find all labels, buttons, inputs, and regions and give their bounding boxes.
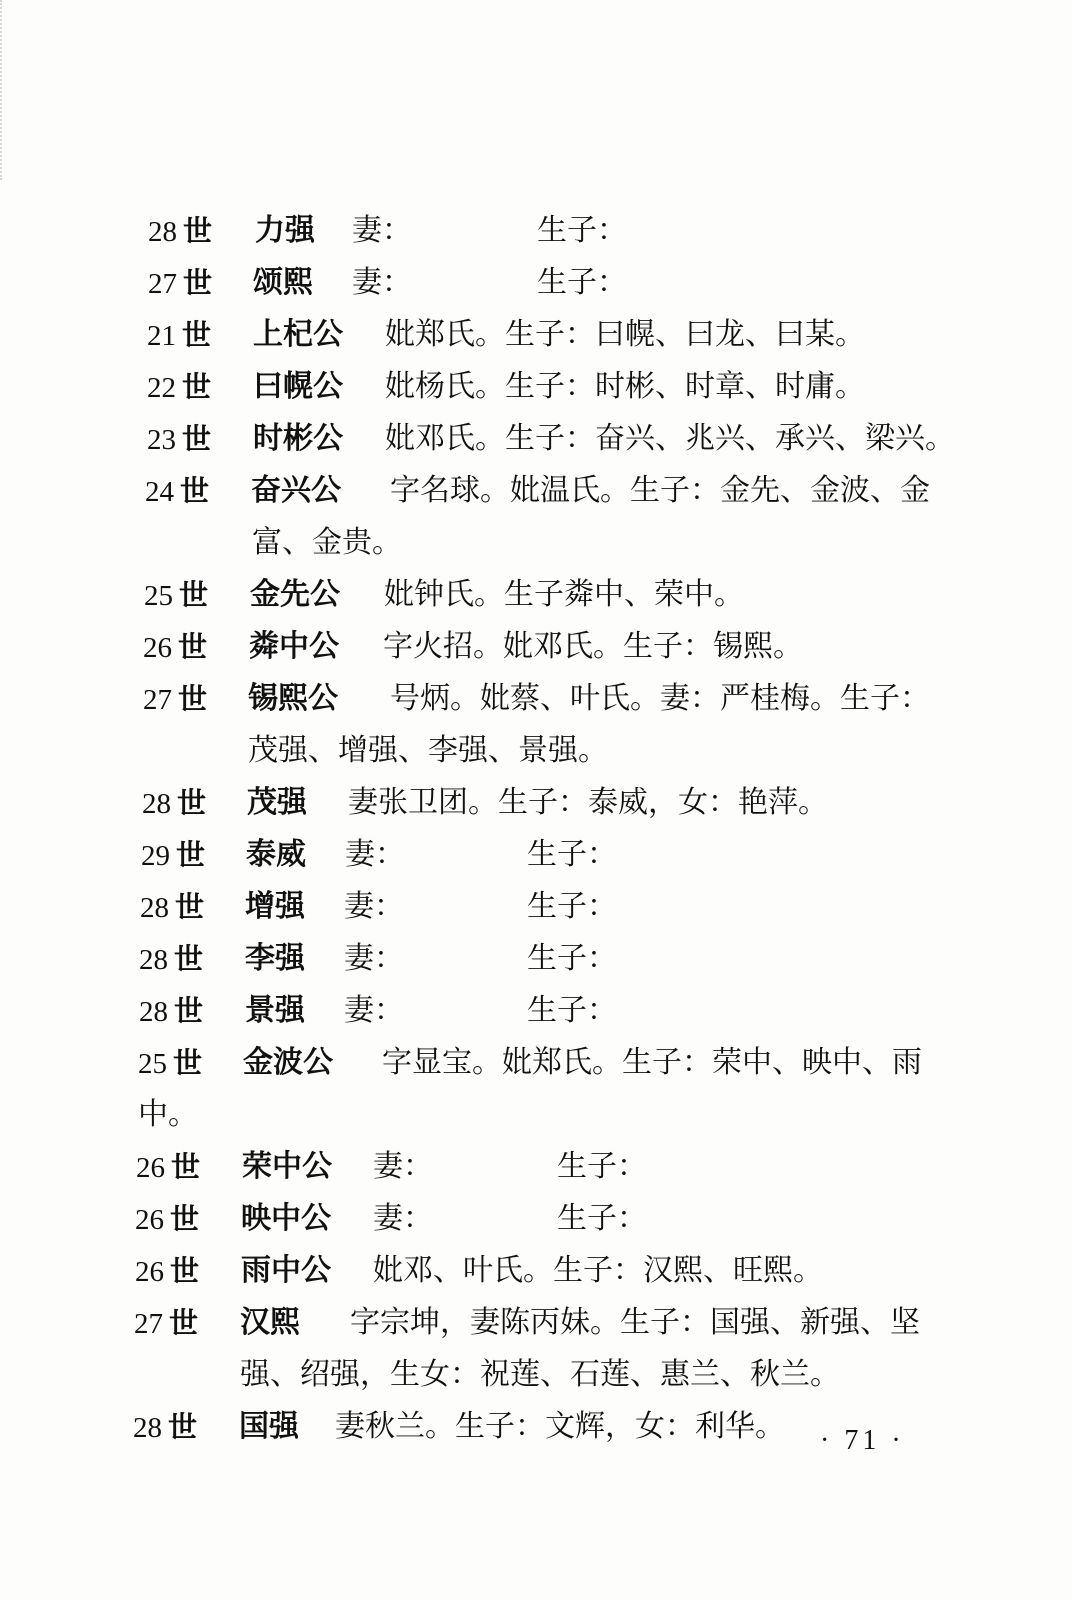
entry xyxy=(0,1401,1072,1453)
person-name: 雨中公 xyxy=(241,1253,331,1288)
person-name: 曰幌公 xyxy=(253,369,343,404)
generation-label: 27 世 xyxy=(143,682,208,716)
continuation-text: 茂强、增强、李强、景强。 xyxy=(248,733,608,768)
entry-text-sons: 生子： xyxy=(557,1149,647,1184)
entry xyxy=(0,829,1072,881)
generation-label: 25 世 xyxy=(144,578,209,612)
generation-label: 24 世 xyxy=(145,474,210,508)
entry-text-sons: 生子： xyxy=(527,889,617,924)
genealogy-entries xyxy=(0,205,1072,1453)
person-name: 汉熙 xyxy=(240,1305,300,1340)
entry xyxy=(0,1193,1072,1245)
entry-text: 妻张卫团。生子：泰威，女：艳萍。 xyxy=(348,785,828,820)
entry xyxy=(0,621,1072,673)
entry-text: 妣邓氏。生子：奋兴、兆兴、承兴、梁兴。 xyxy=(385,421,955,456)
person-name: 国强 xyxy=(239,1409,299,1444)
generation-label: 26 世 xyxy=(135,1202,200,1236)
entry-text: 妣郑氏。生子：曰幌、曰龙、曰某。 xyxy=(385,317,865,352)
entry xyxy=(0,933,1072,985)
entry-text: 妣邓、叶氏。生子：汉熙、旺熙。 xyxy=(373,1253,823,1288)
entry-text: 妻： xyxy=(373,1149,433,1184)
person-name: 景强 xyxy=(245,993,305,1028)
continuation-text: 富、金贵。 xyxy=(252,525,402,560)
generation-label: 28 世 xyxy=(139,942,204,976)
entry xyxy=(0,205,1072,257)
entry-text: 妻秋兰。生子：文辉，女：利华。 xyxy=(335,1409,785,1444)
entry-text: 妻： xyxy=(373,1201,433,1236)
entry xyxy=(0,413,1072,465)
entry xyxy=(0,465,1072,517)
entry xyxy=(0,1297,1072,1349)
generation-label: 29 世 xyxy=(141,838,206,872)
entry-text-sons: 生子： xyxy=(557,1201,647,1236)
entry-text: 字名球。妣温氏。生子：金先、金波、金 xyxy=(390,473,930,508)
person-name: 李强 xyxy=(245,941,305,976)
entry-text: 妻： xyxy=(344,889,404,924)
entry-continuation xyxy=(0,1349,1072,1401)
generation-label: 21 世 xyxy=(147,318,212,352)
entry-text-sons: 生子： xyxy=(527,993,617,1028)
person-name: 奋兴公 xyxy=(251,473,341,508)
person-name: 金先公 xyxy=(250,577,340,612)
entry-text: 字显宝。妣郑氏。生子：荣中、映中、雨 xyxy=(382,1045,922,1080)
continuation-text: 中。 xyxy=(138,1097,198,1132)
entry xyxy=(0,673,1072,725)
entry xyxy=(0,1141,1072,1193)
entry-text: 妻： xyxy=(352,265,412,300)
entry xyxy=(0,1245,1072,1297)
person-name: 力强 xyxy=(255,213,315,248)
entry-text-sons: 生子： xyxy=(527,941,617,976)
entry-text: 妣杨氏。生子：时彬、时章、时庸。 xyxy=(385,369,865,404)
person-name: 增强 xyxy=(245,889,305,924)
person-name: 映中公 xyxy=(241,1201,331,1236)
entry xyxy=(0,777,1072,829)
scan-edge-marks xyxy=(0,0,8,180)
entry-text-sons: 生子： xyxy=(537,265,627,300)
generation-label: 26 世 xyxy=(143,630,208,664)
entry-text: 妻： xyxy=(344,941,404,976)
person-name: 金波公 xyxy=(243,1045,333,1080)
generation-label: 28 世 xyxy=(148,214,213,248)
generation-label: 28 世 xyxy=(140,890,205,924)
entry-text: 妻： xyxy=(344,993,404,1028)
person-name: 颂熙 xyxy=(253,265,313,300)
person-name: 粦中公 xyxy=(249,629,339,664)
person-name: 泰威 xyxy=(246,837,306,872)
entry xyxy=(0,361,1072,413)
entry xyxy=(0,985,1072,1037)
person-name: 茂强 xyxy=(247,785,307,820)
person-name: 锡熙公 xyxy=(248,681,338,716)
generation-label: 22 世 xyxy=(147,370,212,404)
entry-text-sons: 生子： xyxy=(537,213,627,248)
entry-text: 妻： xyxy=(352,213,412,248)
entry-continuation xyxy=(0,725,1072,777)
person-name: 荣中公 xyxy=(242,1149,332,1184)
entry-continuation xyxy=(0,1089,1072,1141)
person-name: 时彬公 xyxy=(253,421,343,456)
entry-text: 妣钟氏。生子粦中、荣中。 xyxy=(384,577,744,612)
entry-continuation xyxy=(0,517,1072,569)
entry xyxy=(0,309,1072,361)
entry xyxy=(0,1037,1072,1089)
generation-label: 28 世 xyxy=(139,994,204,1028)
entry-text: 妻： xyxy=(345,837,405,872)
generation-label: 25 世 xyxy=(138,1046,203,1080)
entry-text: 字火招。妣邓氏。生子：锡熙。 xyxy=(383,629,803,664)
page-number: · 71 · xyxy=(820,1425,905,1456)
entry-text: 字宗坤，妻陈丙妹。生子：国强、新强、坚 xyxy=(350,1305,920,1340)
continuation-text: 强、绍强，生女：祝莲、石莲、惠兰、秋兰。 xyxy=(240,1357,840,1392)
entry-text-sons: 生子： xyxy=(527,837,617,872)
entry-text: 号炳。妣蔡、叶氏。妻：严桂梅。生子： xyxy=(390,681,930,716)
generation-label: 26 世 xyxy=(136,1150,201,1184)
generation-label: 27 世 xyxy=(134,1306,199,1340)
generation-label: 27 世 xyxy=(148,266,213,300)
entry xyxy=(0,881,1072,933)
generation-label: 26 世 xyxy=(135,1254,200,1288)
person-name: 上杞公 xyxy=(253,317,343,352)
generation-label: 23 世 xyxy=(147,422,212,456)
generation-label: 28 世 xyxy=(133,1410,198,1444)
entry xyxy=(0,569,1072,621)
entry xyxy=(0,257,1072,309)
generation-label: 28 世 xyxy=(142,786,207,820)
